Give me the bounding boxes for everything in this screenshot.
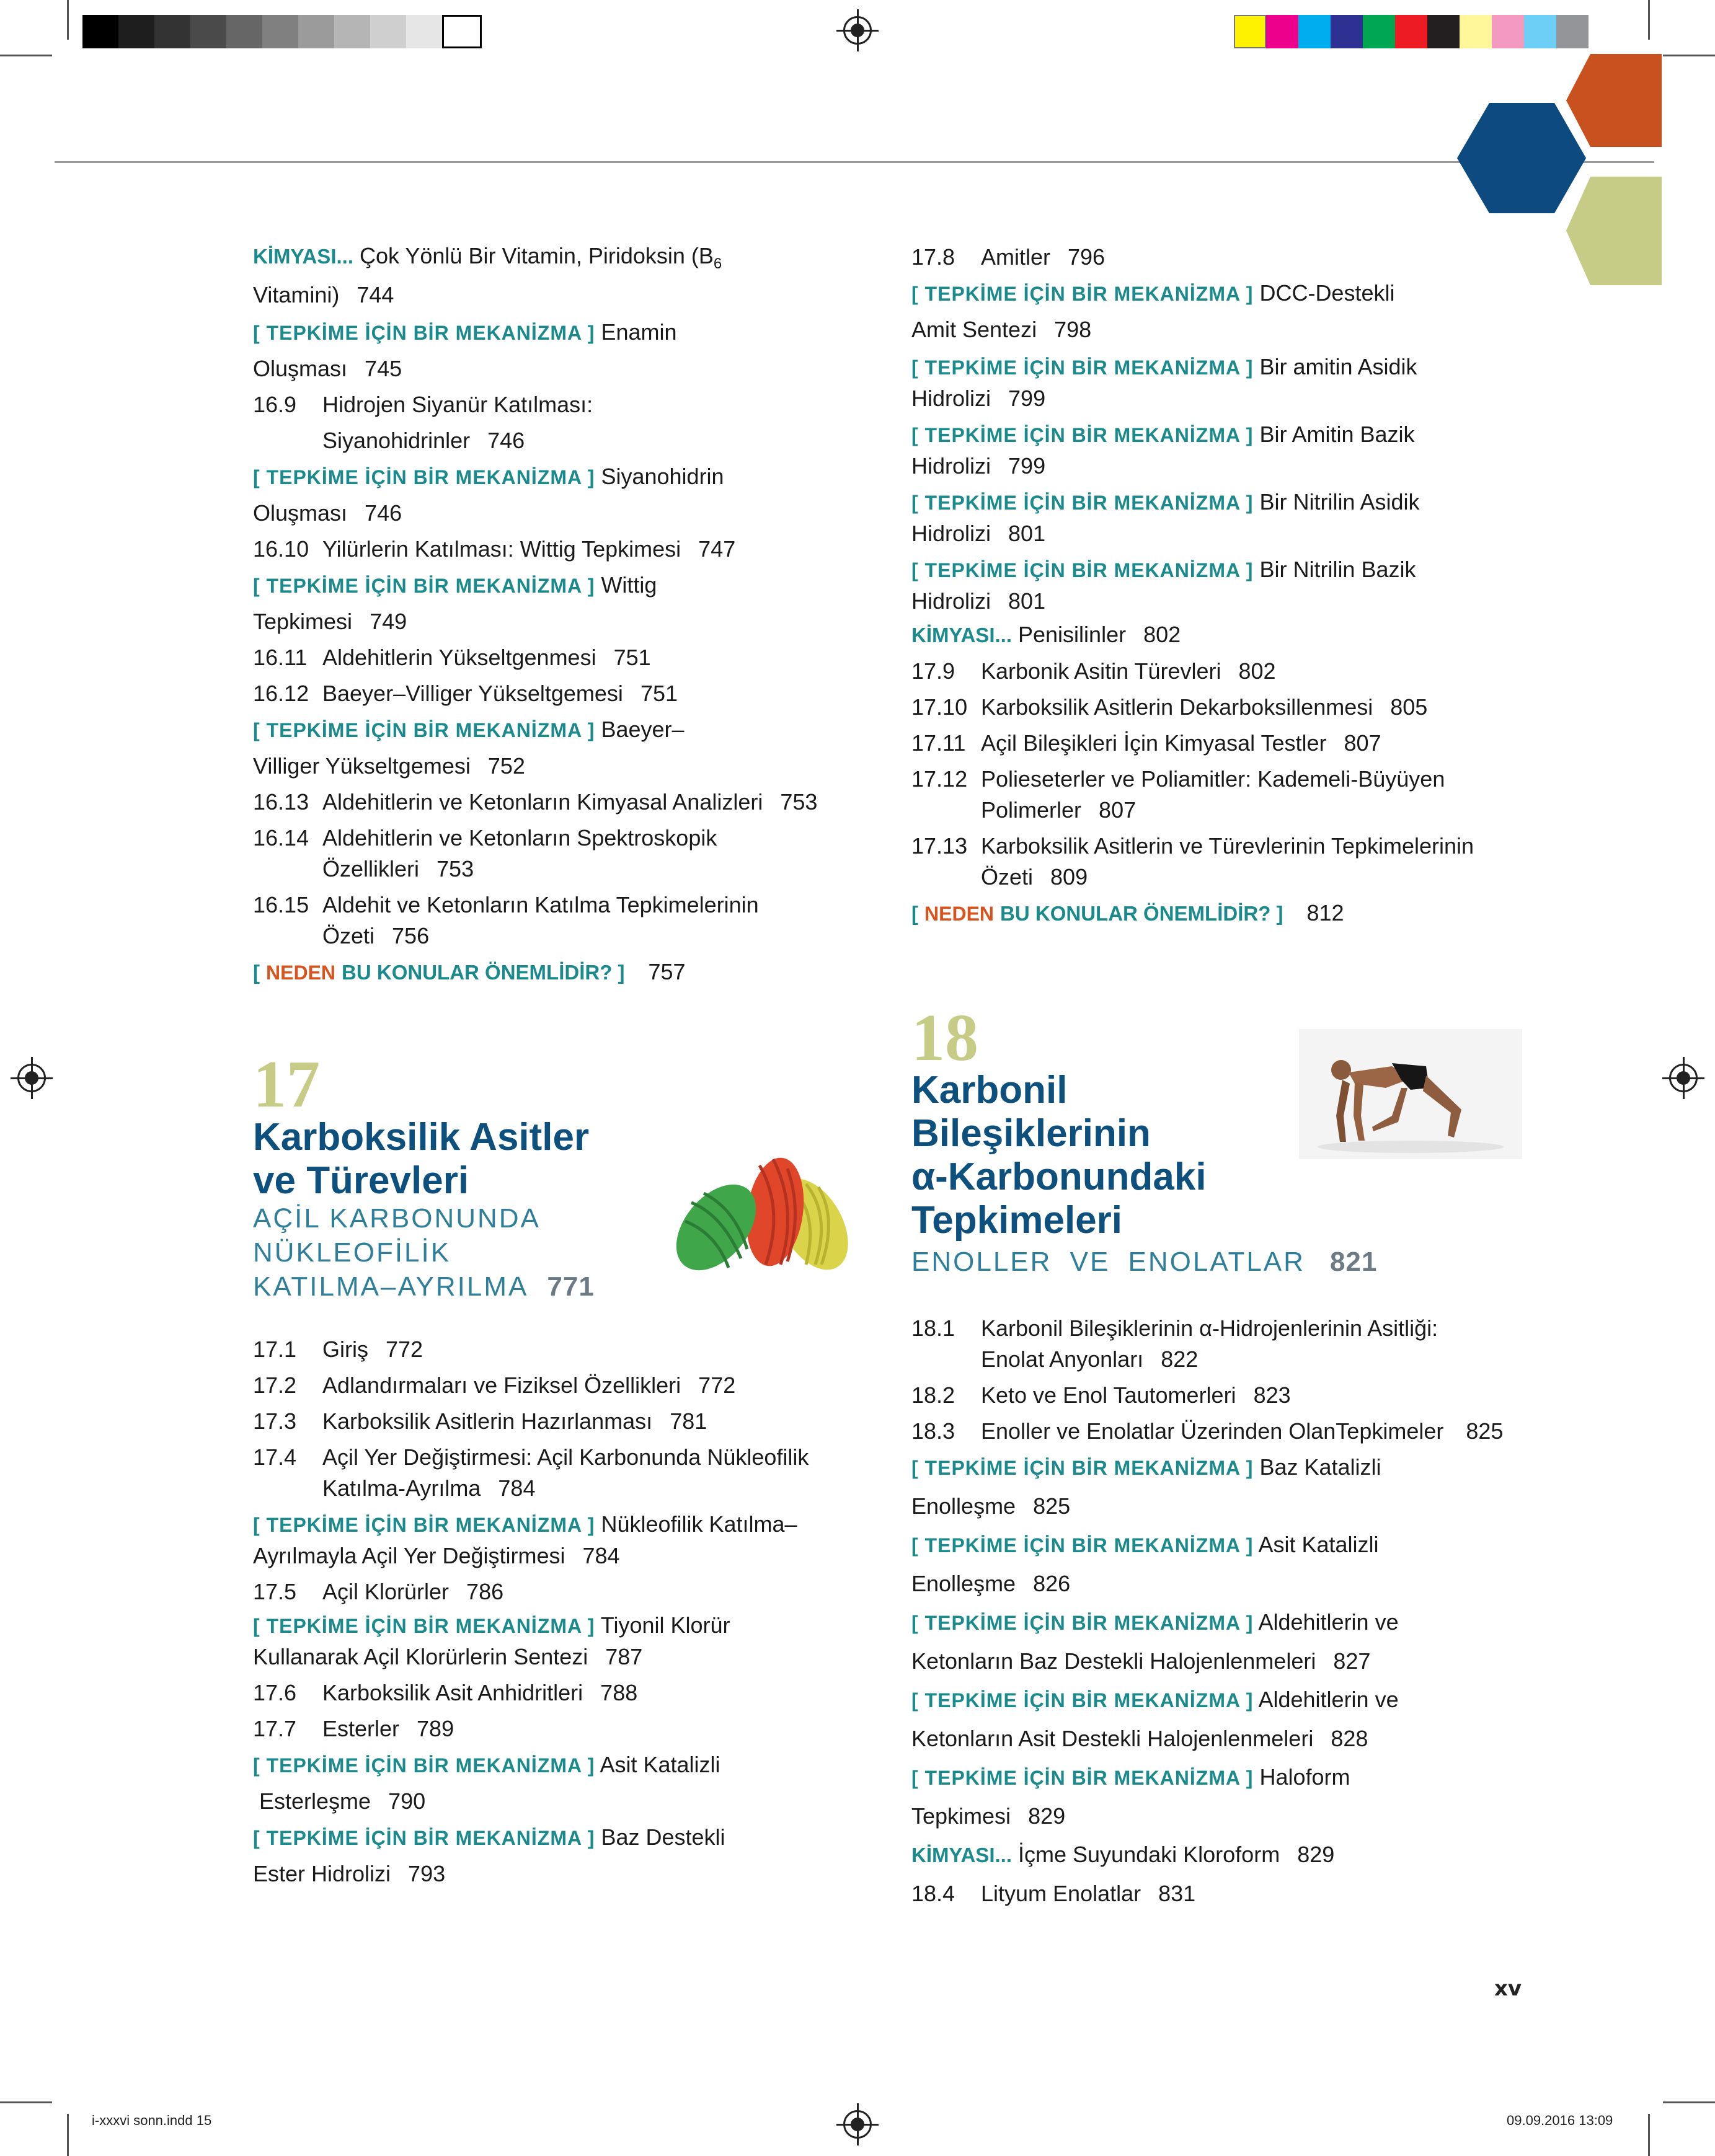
slug-timestamp: 09.09.2016 13:09	[1507, 2113, 1613, 2128]
toc-mechanism[interactable]: [ TEPKİME İÇİN BİR MEKANİZMA ] Baz Destekli	[253, 1824, 725, 1850]
registration-mark-icon	[17, 1064, 46, 1092]
chapter-number: 17	[253, 1048, 320, 1121]
toc-entry[interactable]: 17.6 Karboksilik Asit Anhidritleri 788	[253, 1680, 638, 1705]
toc-entry[interactable]: Ketonların Baz Destekli Halojenlenmeleri 827	[911, 1648, 1371, 1674]
toc-left-top	[253, 241, 861, 991]
toc-entry[interactable]: 16.15 Aldehit ve Ketonların Katılma Tepkimelerinin Özeti 756	[253, 892, 759, 949]
toc-entry[interactable]: 17.8 Amitler 796	[911, 244, 1106, 270]
page-folio: xv	[1494, 1976, 1522, 2001]
runner-image	[1299, 1029, 1522, 1159]
toc-entry[interactable]: 17.13 Karboksilik Asitlerin ve Türevlerinin Tepkimelerinin Özeti 809	[911, 833, 1474, 890]
toc-mechanism[interactable]: [ TEPKİME İÇİN BİR MEKANİZMA ] Wittig	[253, 572, 657, 598]
chapter-subtitle: AÇİL KARBONUNDA NÜKLEOFİLİK KATILMA–AYRILMA 771	[253, 1203, 595, 1302]
toc-mechanism[interactable]: [ TEPKİME İÇİN BİR MEKANİZMA ] Aldehitlerin ve	[911, 1609, 1399, 1635]
toc-entry[interactable]: Siyanohidrinler 746	[322, 428, 525, 454]
toc-entry[interactable]: 17.11 Açil Bileşikleri İçin Kimyasal Testler 807	[911, 730, 1381, 756]
toc-entry[interactable]: 16.9 Hidrojen Siyanür Katılması:	[253, 392, 593, 418]
toc-neden[interactable]: [ NEDEN BU KONULAR ÖNEMLİDİR? ] 812	[911, 900, 1344, 926]
toc-entry[interactable]: 16.11 Aldehitlerin Yükseltgenmesi 751	[253, 645, 651, 671]
toc-entry[interactable]: Enolleşme 825	[911, 1493, 1071, 1519]
toc-entry[interactable]: 16.10 Yilürlerin Katılması: Wittig Tepkimesi 747	[253, 536, 736, 562]
toc-entry[interactable]: Ester Hidrolizi 793	[253, 1861, 446, 1886]
toc-entry[interactable]: Oluşması 746	[253, 500, 402, 526]
toc-entry[interactable]: 17.2 Adlandırmaları ve Fiziksel Özellikleri 772	[253, 1372, 736, 1398]
toc-entry[interactable]: 16.13 Aldehitlerin ve Ketonların Kimyasal Analizleri 753	[253, 789, 818, 815]
toc-entry[interactable]: Oluşması 745	[253, 356, 402, 382]
chapter-subtitle: ENOLLER VE ENOLATLAR 821	[911, 1247, 1378, 1277]
registration-mark-icon	[843, 16, 872, 45]
toc-mechanism[interactable]: [ TEPKİME İÇİN BİR MEKANİZMA ] Tiyonil Klorür Kullanarak Açil Klorürlerin Sentezi 787	[253, 1612, 730, 1669]
toc-entry[interactable]: Tepkimesi 749	[253, 609, 407, 635]
toc-mechanism[interactable]: [ TEPKİME İÇİN BİR MEKANİZMA ] DCC-Destekli	[911, 280, 1395, 306]
toc-entry[interactable]: 17.7 Esterler 789	[253, 1716, 454, 1741]
toc-mechanism[interactable]: [ TEPKİME İÇİN BİR MEKANİZMA ] Baeyer–	[253, 717, 685, 743]
toc-mechanism[interactable]: [ TEPKİME İÇİN BİR MEKANİZMA ] Siyanohidrin	[253, 464, 724, 490]
toc-mechanism[interactable]: [ TEPKİME İÇİN BİR MEKANİZMA ] Baz Katalizli	[911, 1454, 1381, 1480]
toc-entry[interactable]: KİMYASI... Penisilinler 802	[911, 622, 1181, 647]
toc-mechanism[interactable]: [ TEPKİME İÇİN BİR MEKANİZMA ] Bir Nitrilin Asidik Hidrolizi 801	[911, 489, 1420, 546]
toc-entry[interactable]: KİMYASI... Çok Yönlü Bir Vitamin, Piridoksin ($B_6$ Vitamini) 744	[253, 243, 722, 308]
slug-file-name: i-xxxvi sonn.indd 15	[92, 2113, 212, 2128]
toc-entry[interactable]: 17.12 Polieseterler ve Poliamitler: Kademeli-Büyüyen Polimerler 807	[911, 766, 1445, 823]
toc-entry[interactable]: 17.3 Karboksilik Asitlerin Hazırlanması 781	[253, 1408, 707, 1434]
toc-entry[interactable]: Esterleşme 790	[253, 1788, 426, 1814]
toc-entry[interactable]: KİMYASI... İçme Suyundaki Kloroform 829	[911, 1842, 1335, 1867]
toc-neden[interactable]: [ NEDEN BU KONULAR ÖNEMLİDİR? ] 757	[253, 959, 686, 985]
toc-chapter-17	[253, 1332, 861, 1892]
toc-mechanism[interactable]: [ TEPKİME İÇİN BİR MEKANİZMA ] Asit Katalizli	[253, 1752, 720, 1777]
toc-entry[interactable]: Villiger Yükseltgemesi 752	[253, 753, 525, 779]
toc-entry[interactable]: 17.5 Açil Klorürler 786	[253, 1579, 504, 1604]
registration-mark-icon	[1669, 1064, 1698, 1092]
toc-mechanism[interactable]: [ TEPKİME İÇİN BİR MEKANİZMA ] Haloform	[911, 1764, 1350, 1790]
toc-entry[interactable]: 18.4 Lityum Enolatlar 831	[911, 1881, 1196, 1906]
registration-mark-icon	[843, 2110, 872, 2139]
toc-entry[interactable]: 17.9 Karbonik Asitin Türevleri 802	[911, 658, 1276, 684]
toc-entry[interactable]: Tepkimesi 829	[911, 1803, 1066, 1829]
toc-mechanism[interactable]: [ TEPKİME İÇİN BİR MEKANİZMA ] Enamin	[253, 319, 677, 345]
toc-entry[interactable]: Amit Sentezi 798	[911, 317, 1092, 342]
chapter-title[interactable]: Karboksilik Asitler ve Türevleri	[253, 1116, 590, 1202]
chapter-number: 18	[911, 1001, 978, 1075]
toc-mechanism[interactable]: [ TEPKİME İÇİN BİR MEKANİZMA ] Bir Amitin Bazik Hidrolizi 799	[911, 422, 1415, 479]
toc-entry[interactable]: 16.14 Aldehitlerin ve Ketonların Spektroskopik Özellikleri 753	[253, 825, 717, 882]
toc-chapter-18	[911, 1313, 1593, 1914]
toc-mechanism[interactable]: [ TEPKİME İÇİN BİR MEKANİZMA ] Asit Katalizli	[911, 1532, 1379, 1557]
toc-entry[interactable]: 17.4 Açil Yer Değiştirmesi: Açil Karbonunda Nükleofilik Katılma-Ayrılma 784	[253, 1444, 809, 1501]
toc-mechanism[interactable]: [ TEPKİME İÇİN BİR MEKANİZMA ] Bir Nitrilin Bazik Hidrolizi 801	[911, 557, 1416, 614]
header-rule	[55, 161, 1654, 163]
toc-entry[interactable]: Ketonların Asit Destekli Halojenlenmeleri 828	[911, 1726, 1368, 1751]
toc-entry[interactable]: 18.2 Keto ve Enol Tautomerleri 823	[911, 1382, 1291, 1408]
toc-entry[interactable]: 17.1 Giriş 772	[253, 1336, 423, 1362]
ropes-image	[667, 1141, 865, 1283]
toc-mechanism[interactable]: [ TEPKİME İÇİN BİR MEKANİZMA ] Nükleofilik Katılma– Ayrılmayla Açil Yer Değiştirmesi 784	[253, 1511, 797, 1568]
toc-entry[interactable]: 18.3 Enoller ve Enolatlar Üzerinden OlanTepkimeler 825	[911, 1418, 1504, 1444]
toc-entry[interactable]: 18.1 Karbonil Bileşiklerinin α-Hidrojenlerinin Asitliği: Enolat Anyonları 822	[911, 1315, 1438, 1372]
toc-mechanism[interactable]: [ TEPKİME İÇİN BİR MEKANİZMA ] Bir amitin Asidik Hidrolizi 799	[911, 354, 1417, 411]
toc-entry[interactable]: Enolleşme 826	[911, 1571, 1071, 1596]
toc-mechanism[interactable]: [ TEPKİME İÇİN BİR MEKANİZMA ] Aldehitlerin ve	[911, 1687, 1399, 1712]
toc-entry[interactable]: 17.10 Karboksilik Asitlerin Dekarboksillenmesi 805	[911, 694, 1428, 720]
chapter-title[interactable]: Karbonil Bileşiklerinin α-Karbonundaki Tepkimeleri	[911, 1069, 1207, 1242]
toc-entry[interactable]: 16.12 Baeyer–Villiger Yükseltgemesi 751	[253, 681, 678, 707]
toc-right-top	[911, 239, 1593, 932]
